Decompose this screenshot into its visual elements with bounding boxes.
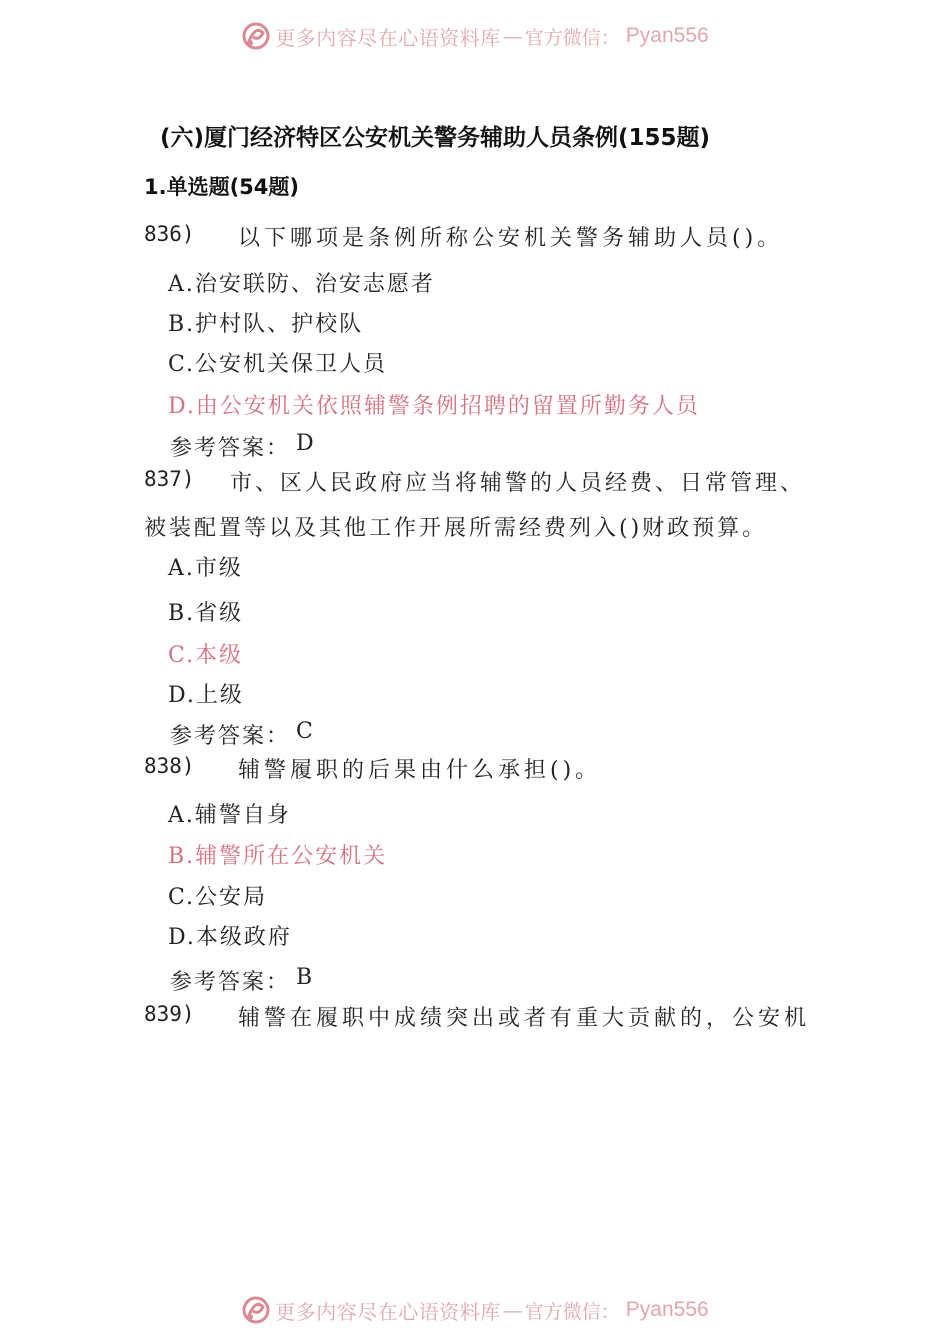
option-b-correct: B.辅警所在公安机关 (168, 844, 388, 869)
answer-label: 参考答案： (170, 436, 291, 461)
watermark-wechat-label: 官方微信： (524, 26, 620, 49)
option-d: D.本级政府 (168, 925, 292, 950)
question-number: 838) (144, 754, 195, 778)
option-a: A.治安联防、治安志愿者 (168, 272, 435, 297)
watermark-wechat-id: Pyan556 (625, 1298, 709, 1321)
answer-label: 参考答案： (170, 724, 291, 749)
answer-label: 参考答案： (170, 970, 291, 995)
watermark-site-text: 更多内容尽在心语资料库 (275, 25, 501, 50)
option-c: C.公安局 (168, 885, 268, 910)
answer-value: D (296, 431, 316, 456)
watermark-site-text: 更多内容尽在心语资料库 (275, 1299, 501, 1324)
footer-watermark (0, 1292, 950, 1328)
watermark-wechat-label: 官方微信： (524, 1300, 620, 1323)
question-number: 837) (144, 467, 195, 491)
option-d: D.上级 (168, 683, 244, 708)
swirl-logo-icon (241, 1295, 271, 1325)
option-c: C.公安机关保卫人员 (168, 352, 388, 377)
option-a: A.市级 (168, 556, 243, 581)
question-text-line2: 被装配置等以及其他工作开展所需经费列入()财政预算。 (144, 516, 768, 541)
answer-value: C (296, 719, 315, 744)
question-number: 836) (144, 222, 195, 246)
document-title: (六)厦门经济特区公安机关警务辅助人员条例(155题) (160, 125, 711, 151)
question-text-line1: 市、区人民政府应当将辅警的人员经费、日常管理、 (230, 471, 806, 496)
answer-value: B (296, 965, 315, 990)
header-watermark (0, 18, 950, 54)
question-text: 辅警履职的后果由什么承担()。 (238, 758, 602, 783)
option-a: A.辅警自身 (168, 803, 291, 828)
option-b: B.省级 (168, 601, 244, 626)
watermark-separator: — (502, 1298, 523, 1322)
option-b: B.护村队、护校队 (168, 312, 364, 337)
option-d-correct: D.由公安机关依照辅警条例招聘的留置所勤务人员 (168, 394, 700, 419)
option-c-correct: C.本级 (168, 643, 244, 668)
swirl-logo-icon (241, 21, 271, 51)
watermark-separator: — (502, 24, 523, 48)
question-number: 839) (144, 1002, 195, 1026)
section-heading: 1.单选题(54题) (144, 175, 300, 199)
question-text: 以下哪项是条例所称公安机关警务辅助人员()。 (238, 226, 784, 251)
question-text: 辅警在履职中成绩突出或者有重大贡献的，公安机 (238, 1006, 811, 1031)
watermark-wechat-id: Pyan556 (625, 24, 709, 47)
